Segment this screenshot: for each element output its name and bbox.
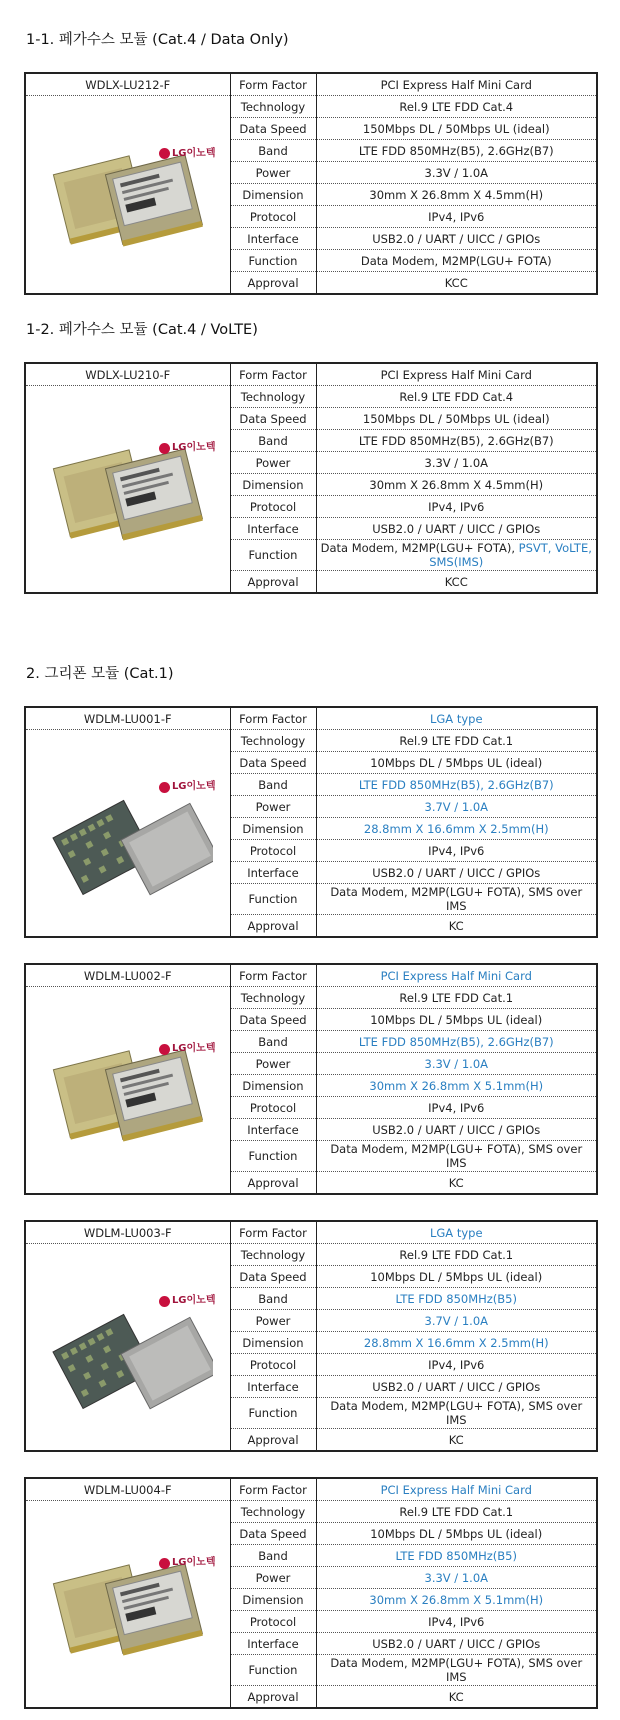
spec-value-text: LTE FDD 850MHz(B5), 2.6GHz(B7) [358,433,554,448]
spec-table [24,706,598,938]
model-name: WDLM-LU003-F [25,1221,230,1244]
spec-label: Protocol [230,206,316,228]
lg-logo-icon [159,1044,170,1055]
spec-label: Power [230,1053,316,1075]
spec-value-text: 3.3V / 1.0A [424,1570,488,1585]
spec-label: Dimension [230,1332,316,1354]
spec-label: Form Factor [230,964,316,987]
spec-value [316,73,597,96]
spec-label: Data Speed [230,1266,316,1288]
spec-value [316,1523,597,1545]
spec-value [316,1097,597,1119]
module-image-cell [25,96,230,295]
spec-value [316,1266,597,1288]
spec-value [316,1354,597,1376]
spec-value-text: IPv4, IPv6 [428,209,485,224]
spec-label: Interface [230,518,316,540]
spec-label: Approval [230,1686,316,1709]
spec-value [316,571,597,594]
spec-value-text: USB2.0 / UART / UICC / GPIOs [372,1636,541,1651]
spec-table [24,1477,598,1709]
spec-value-text: Rel.9 LTE FDD Cat.1 [399,1247,514,1262]
spec-value [316,1589,597,1611]
spec-label: Technology [230,386,316,408]
lg-innotek-logo [159,441,216,455]
spec-value [316,162,597,184]
spec-value [316,862,597,884]
spec-label: Power [230,452,316,474]
spec-value-text: 3.3V / 1.0A [424,165,488,180]
model-name: WDLX-LU212-F [25,73,230,96]
spec-value-text: LGA type [429,711,483,726]
spec-value-text: IPv4, IPv6 [428,499,485,514]
spec-value [316,915,597,938]
spec-value [316,987,597,1009]
spec-value-text: LTE FDD 850MHz(B5), 2.6GHz(B7) [358,143,554,158]
spec-value-text: KCC [444,275,468,290]
spec-label: Band [230,1288,316,1310]
spec-label: Interface [230,1633,316,1655]
spec-value [316,796,597,818]
table-row [25,730,597,752]
spec-label: Interface [230,228,316,250]
table-row [25,1244,597,1266]
lg-logo-icon [159,148,170,159]
spec-value [316,1288,597,1310]
spec-label: Approval [230,1429,316,1452]
spec-value-text: Rel.9 LTE FDD Cat.1 [399,1504,514,1519]
spec-value-text: LTE FDD 850MHz(B5), 2.6GHz(B7) [358,1034,554,1049]
model-name: WDLX-LU210-F [25,363,230,386]
spec-value-text: USB2.0 / UART / UICC / GPIOs [372,1379,541,1394]
spec-label: Form Factor [230,1478,316,1501]
spec-label: Band [230,1031,316,1053]
module-image-cell [25,1501,230,1709]
table-row [25,987,597,1009]
module-image-cell [25,987,230,1195]
spec-value [316,1633,597,1655]
spec-value [316,540,597,571]
spec-value [316,1429,597,1452]
spec-label: Dimension [230,1589,316,1611]
table-row [25,363,597,386]
spec-value-text: 28.8mm X 16.6mm X 2.5mm(H) [363,1335,549,1350]
spec-value-text: 3.7V / 1.0A [424,1313,488,1328]
spec-value-text: PCI Express Half Mini Card [380,367,532,382]
spec-value [316,884,597,915]
spec-label: Technology [230,730,316,752]
spec-value [316,1009,597,1031]
spec-label: Protocol [230,840,316,862]
spec-value-text: KC [448,1432,464,1447]
spec-value [316,118,597,140]
spec-value [316,1141,597,1172]
spec-label: Technology [230,1244,316,1266]
spec-label: Function [230,1141,316,1172]
spec-value [316,184,597,206]
spec-value [316,250,597,272]
spec-value-text: IPv4, IPv6 [428,843,485,858]
spec-table [24,72,598,295]
spec-value-text: KC [448,1689,464,1704]
spec-value [316,1686,597,1709]
spec-value-text: Rel.9 LTE FDD Cat.1 [399,990,514,1005]
spec-value-highlight: PSVT, VoLTE, SMS(IMS) [429,541,592,569]
spec-label: Data Speed [230,1009,316,1031]
spec-label: Dimension [230,474,316,496]
spec-value [316,408,597,430]
spec-value-text: PCI Express Half Mini Card [380,968,532,983]
spec-value-text: 30mm X 26.8mm X 4.5mm(H) [369,187,544,202]
spec-value [316,1332,597,1354]
spec-value [316,1545,597,1567]
spec-value-text: LTE FDD 850MHz(B5) [395,1548,517,1563]
spec-label: Technology [230,1501,316,1523]
spec-value-text: Data Modem, M2MP(LGU+ FOTA), SMS over IMS [330,1656,583,1684]
lg-logo-icon [159,443,170,454]
spec-value [316,1244,597,1266]
spec-value-text: KCC [444,574,468,589]
spec-label: Function [230,250,316,272]
lg-innotek-logo [159,1042,216,1056]
spec-value-text: LTE FDD 850MHz(B5), 2.6GHz(B7) [358,777,554,792]
spec-value [316,452,597,474]
spec-value [316,1221,597,1244]
spec-value-text: USB2.0 / UART / UICC / GPIOs [372,521,541,536]
lg-logo-text: LG이노텍 [171,442,216,453]
spec-table [24,362,598,594]
spec-value-text: Data Modem, M2MP(LGU+ FOTA), SMS over IMS [330,885,583,913]
spec-value-text: Data Modem, M2MP(LGU+ FOTA) [360,253,552,268]
spec-value [316,496,597,518]
table-row [25,73,597,96]
spec-value-text: USB2.0 / UART / UICC / GPIOs [372,865,541,880]
spec-value-text: Rel.9 LTE FDD Cat.4 [399,389,514,404]
spec-value-text: PCI Express Half Mini Card [380,77,532,92]
spec-value-text: 150Mbps DL / 50Mbps UL (ideal) [362,121,550,136]
spec-label: Data Speed [230,1523,316,1545]
spec-label: Protocol [230,1097,316,1119]
spec-label: Band [230,430,316,452]
spec-value-text: Data Modem, M2MP(LGU+ FOTA), SMS over IMS [330,1142,583,1170]
spec-value-text: 30mm X 26.8mm X 5.1mm(H) [369,1078,544,1093]
spec-value-text: Data Modem, M2MP(LGU+ FOTA), SMS over IMS [330,1399,583,1427]
table-row [25,964,597,987]
spec-label: Dimension [230,818,316,840]
lg-innotek-logo [159,1294,216,1308]
lg-logo-icon [159,1296,170,1307]
section-heading: 1-1. 페가수스 모듈 (Cat.4 / Data Only) [26,32,289,48]
spec-value [316,1310,597,1332]
spec-value [316,386,597,408]
spec-value [316,1031,597,1053]
spec-value-text: 3.3V / 1.0A [424,1056,488,1071]
spec-label: Band [230,140,316,162]
spec-value-text: LGA type [429,1225,483,1240]
table-row [25,96,597,118]
spec-value [316,474,597,496]
spec-label: Form Factor [230,73,316,96]
spec-label: Function [230,1398,316,1429]
spec-value-text: 10Mbps DL / 5Mbps UL (ideal) [370,1012,543,1027]
spec-value [316,363,597,386]
spec-label: Data Speed [230,408,316,430]
lg-innotek-logo [159,1556,216,1570]
spec-label: Form Factor [230,707,316,730]
spec-label: Power [230,796,316,818]
spec-label: Approval [230,272,316,295]
spec-value-text: 10Mbps DL / 5Mbps UL (ideal) [370,1526,543,1541]
spec-value [316,774,597,796]
spec-value-text: IPv4, IPv6 [428,1614,485,1629]
spec-label: Data Speed [230,118,316,140]
lg-logo-text: LG이노텍 [171,1043,216,1054]
spec-value [316,1655,597,1686]
spec-value-text: KC [448,1175,464,1190]
spec-label: Protocol [230,1354,316,1376]
spec-value [316,1053,597,1075]
spec-label: Approval [230,571,316,594]
spec-value [316,272,597,295]
spec-value [316,430,597,452]
spec-value [316,518,597,540]
spec-label: Interface [230,862,316,884]
spec-label: Protocol [230,1611,316,1633]
spec-label: Protocol [230,496,316,518]
lg-logo-icon [159,1558,170,1569]
spec-value-text: 10Mbps DL / 5Mbps UL (ideal) [370,755,543,770]
spec-label: Function [230,884,316,915]
spec-label: Form Factor [230,363,316,386]
spec-value [316,1376,597,1398]
spec-label: Power [230,1567,316,1589]
spec-value [316,964,597,987]
spec-value-text: USB2.0 / UART / UICC / GPIOs [372,231,541,246]
spec-value [316,1075,597,1097]
spec-label: Data Speed [230,752,316,774]
spec-value [316,1501,597,1523]
lg-innotek-logo [159,147,216,161]
spec-value-text: USB2.0 / UART / UICC / GPIOs [372,1122,541,1137]
spec-label: Function [230,1655,316,1686]
section-heading: 2. 그리폰 모듈 (Cat.1) [26,666,174,682]
spec-value [316,1567,597,1589]
spec-value [316,140,597,162]
spec-label: Approval [230,915,316,938]
table-row [25,707,597,730]
spec-value-text: IPv4, IPv6 [428,1100,485,1115]
lg-innotek-logo [159,780,216,794]
table-row [25,1501,597,1523]
spec-value-text: LTE FDD 850MHz(B5) [395,1291,517,1306]
spec-value-text: Data Modem, M2MP(LGU+ FOTA), [320,541,519,555]
spec-label: Interface [230,1376,316,1398]
lg-logo-text: LG이노텍 [171,781,216,792]
spec-value-text: 3.3V / 1.0A [424,455,488,470]
lg-logo-icon [159,782,170,793]
spec-label: Form Factor [230,1221,316,1244]
lg-logo-text: LG이노텍 [171,1295,216,1306]
lg-logo-text: LG이노텍 [171,147,216,159]
spec-table [24,963,598,1195]
spec-value-text: PCI Express Half Mini Card [380,1482,532,1497]
spec-value [316,730,597,752]
section-heading: 1-2. 페가수스 모듈 (Cat.4 / VoLTE) [26,322,258,338]
spec-label: Technology [230,96,316,118]
spec-label: Technology [230,987,316,1009]
spec-value [316,206,597,228]
spec-value-text: 28.8mm X 16.6mm X 2.5mm(H) [363,821,549,836]
model-name: WDLM-LU002-F [25,964,230,987]
spec-value [316,840,597,862]
spec-value-text: Rel.9 LTE FDD Cat.4 [399,99,514,114]
spec-value [316,96,597,118]
spec-value [316,1119,597,1141]
spec-value-text: 30mm X 26.8mm X 4.5mm(H) [369,477,544,492]
spec-label: Interface [230,1119,316,1141]
spec-label: Power [230,1310,316,1332]
spec-value-text: IPv4, IPv6 [428,1357,485,1372]
spec-value [316,707,597,730]
spec-value-text: KC [448,918,464,933]
table-row [25,1478,597,1501]
spec-value [316,752,597,774]
spec-value-text: Rel.9 LTE FDD Cat.1 [399,733,514,748]
spec-value-text: 150Mbps DL / 50Mbps UL (ideal) [362,411,550,426]
spec-value [316,818,597,840]
spec-value [316,1611,597,1633]
table-row [25,386,597,408]
spec-value-text: 30mm X 26.8mm X 5.1mm(H) [369,1592,544,1607]
spec-label: Dimension [230,184,316,206]
spec-value-text: 3.7V / 1.0A [424,799,488,814]
spec-label: Power [230,162,316,184]
spec-value [316,228,597,250]
spec-label: Band [230,774,316,796]
model-name: WDLM-LU004-F [25,1478,230,1501]
model-name: WDLM-LU001-F [25,707,230,730]
spec-value [316,1398,597,1429]
module-image-cell [25,730,230,938]
spec-label: Band [230,1545,316,1567]
module-image-cell [25,1244,230,1452]
spec-value-text: 10Mbps DL / 5Mbps UL (ideal) [370,1269,543,1284]
spec-table [24,1220,598,1452]
spec-label: Function [230,540,316,571]
lg-logo-text: LG이노텍 [171,1557,216,1568]
module-image-cell [25,386,230,594]
spec-value [316,1478,597,1501]
spec-value [316,1172,597,1195]
spec-label: Dimension [230,1075,316,1097]
table-row [25,1221,597,1244]
spec-label: Approval [230,1172,316,1195]
